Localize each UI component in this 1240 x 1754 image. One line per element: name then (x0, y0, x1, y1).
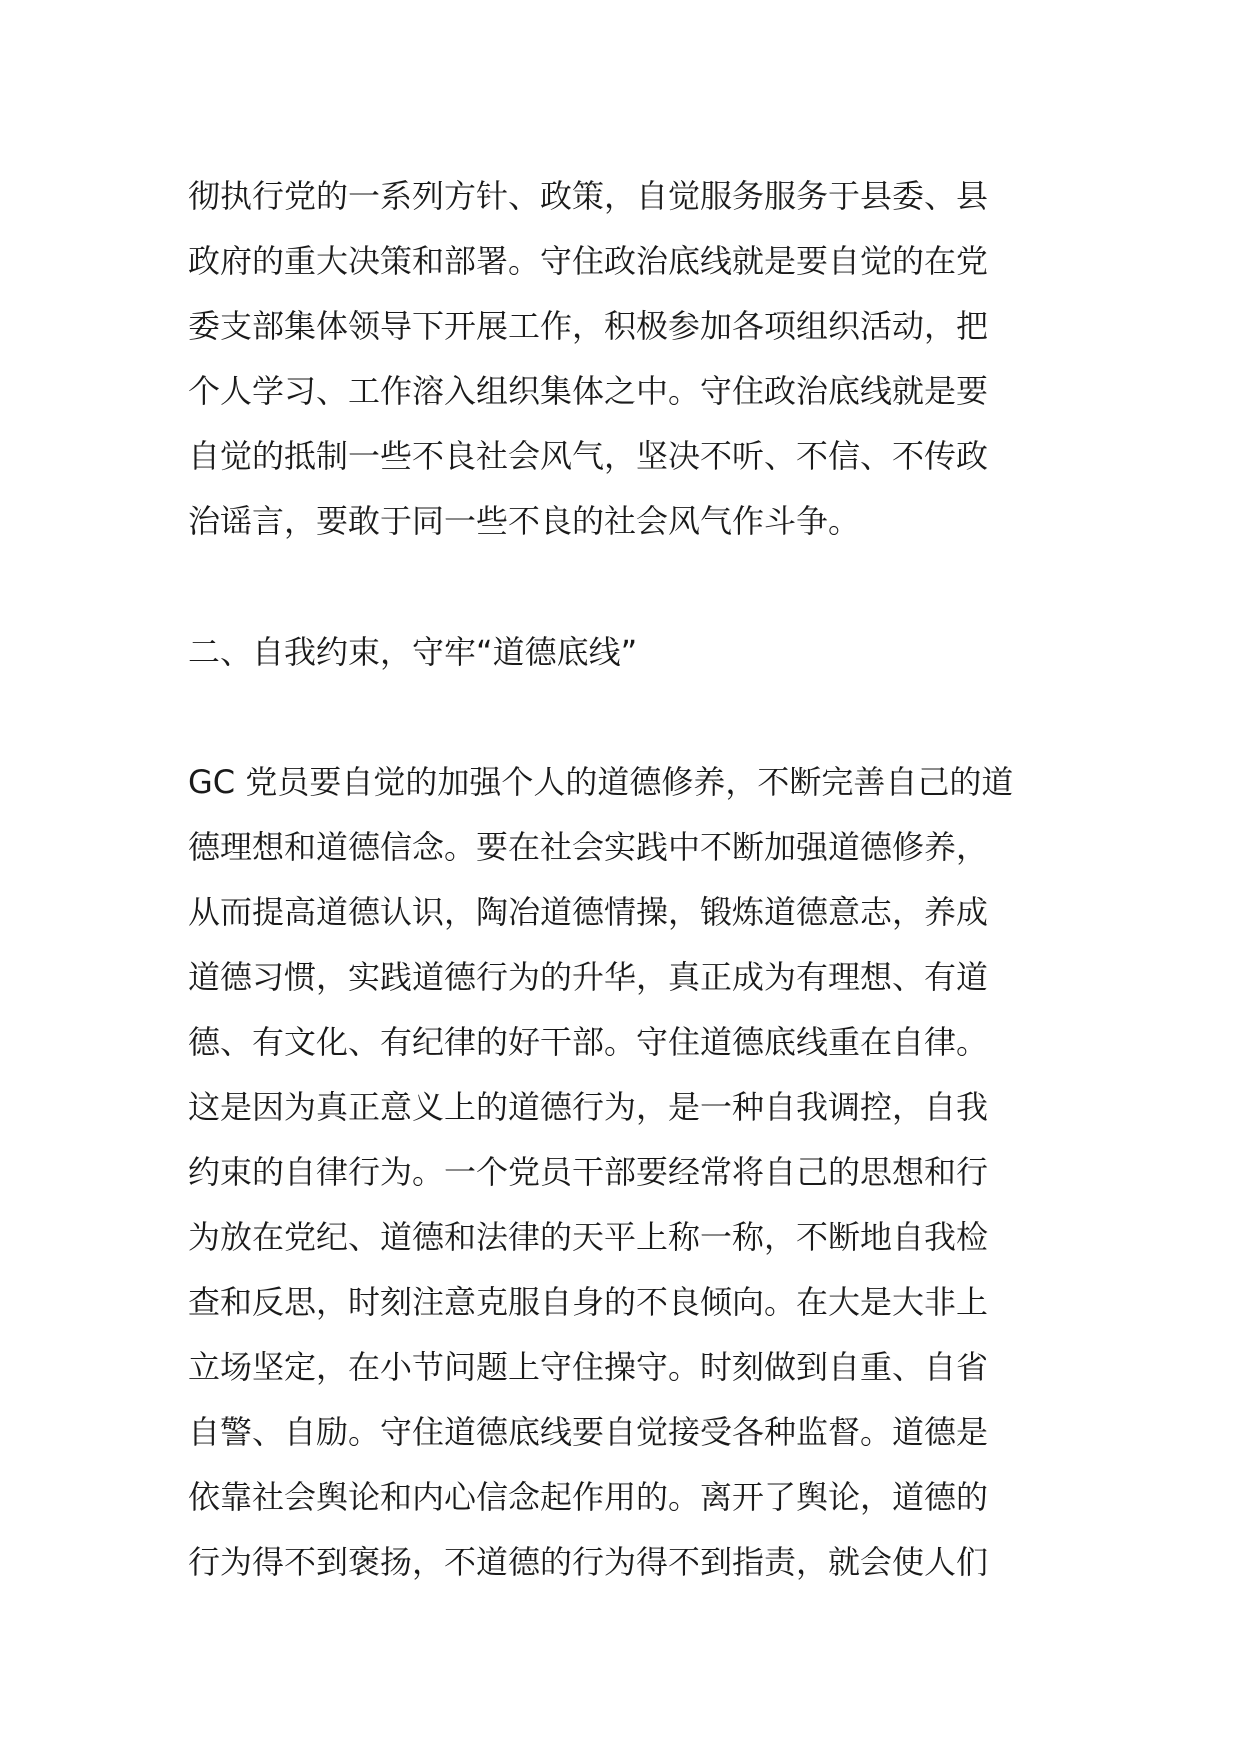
text-line: 治谣言，要敢于同一些不良的社会风气作斗争。 (188, 502, 861, 540)
text-line: 道德习惯，实践道德行为的升华，真正成为有理想、有道 (188, 958, 989, 996)
text-line: 查和反思，时刻注意克服自身的不良倾向。在大是大非上 (188, 1283, 989, 1321)
text-line: 立场坚定，在小节问题上守住操守。时刻做到自重、自省 (188, 1348, 989, 1386)
text-line: 约束的自律行为。一个党员干部要经常将自己的思想和行 (188, 1153, 989, 1191)
text-line: 彻执行党的一系列方针、政策，自觉服务服务于县委、县 (188, 177, 989, 215)
text-line: 自警、自励。守住道德底线要自觉接受各种监督。道德是 (188, 1413, 989, 1451)
text-line: 为放在党纪、道德和法律的天平上称一称，不断地自我检 (188, 1218, 989, 1256)
text-line: 依靠社会舆论和内心信念起作用的。离开了舆论，道德的 (188, 1478, 989, 1516)
text-line: 德、有文化、有纪律的好干部。守住道德底线重在自律。 (188, 1023, 989, 1061)
text-line: GC 党员要自觉的加强个人的道德修养，不断完善自己的道 (188, 763, 1014, 801)
text-line: 从而提高道德认识，陶冶道德情操，锻炼道德意志，养成 (188, 893, 989, 931)
text-line: 委支部集体领导下开展工作，积极参加各项组织活动，把 (188, 307, 989, 345)
text-line: 德理想和道德信念。要在社会实践中不断加强道德修养， (188, 828, 989, 866)
text-line: 自觉的抵制一些不良社会风气，坚决不听、不信、不传政 (188, 437, 989, 475)
text-line: 个人学习、工作溶入组织集体之中。守住政治底线就是要 (188, 372, 989, 410)
section-heading-text: 二、自我约束，守牢“道德底线” (188, 633, 638, 671)
text-line: 政府的重大决策和部署。守住政治底线就是要自觉的在党 (188, 242, 989, 280)
paragraph-moral-bottom-line (188, 750, 1068, 1595)
section-heading-moral-bottom-line (188, 620, 1068, 685)
text-line: 行为得不到褒扬，不道德的行为得不到指责，就会使人们 (188, 1543, 989, 1581)
text-line: 这是因为真正意义上的道德行为，是一种自我调控，自我 (188, 1088, 989, 1126)
paragraph-political-bottom-line (188, 164, 1068, 554)
